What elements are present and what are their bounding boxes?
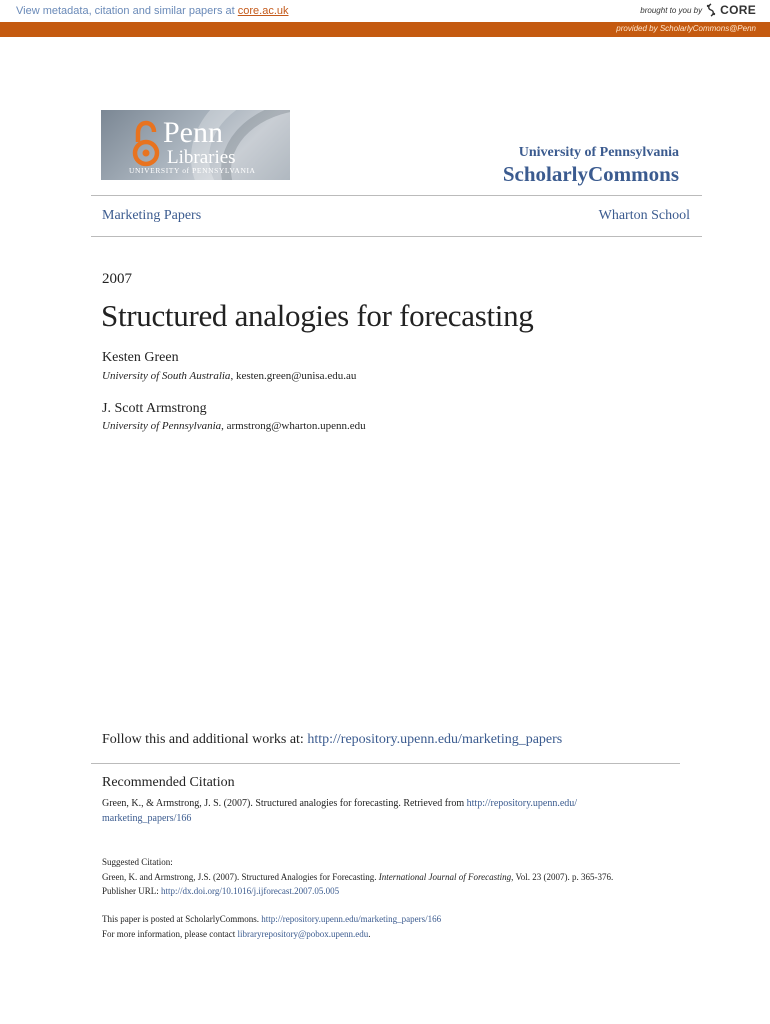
follow-line [102, 732, 562, 748]
core-brand[interactable] [640, 3, 756, 17]
repository-university[interactable]: University of Pennsylvania [518, 145, 679, 160]
divider [91, 763, 680, 764]
core-provider-bar [0, 22, 770, 37]
core-metadata-text: View metadata, citation and similar papers at [16, 5, 235, 17]
core-metadata-notice [16, 5, 289, 17]
brought-by-text: brought to you by [640, 5, 703, 15]
logo-university-text: UNIVERSITY of PENNSYLVANIA [129, 166, 256, 175]
affiliation-institution: University of South Australia [102, 370, 231, 382]
publication-year: 2007 [102, 271, 132, 287]
author-name: J. Scott Armstrong [102, 401, 207, 416]
suggested-citation-volume: , Vol. 23 (2007). p. 365-376. [511, 872, 614, 882]
affiliation-institution: University of Pennsylvania [102, 420, 222, 432]
follow-link[interactable]: http://repository.upenn.edu/marketing_papers [307, 732, 563, 747]
divider [91, 236, 702, 237]
provided-by-text: provided by ScholarlyCommons@Penn [616, 24, 756, 33]
recommended-citation-heading: Recommended Citation [102, 775, 235, 790]
posted-text: This paper is posted at ScholarlyCommons. [102, 914, 259, 924]
posted-line [102, 914, 441, 924]
suggested-citation-text: Green, K. and Armstrong, J.S. (2007). Structured Analogies for Forecasting. [102, 872, 377, 882]
repository-name[interactable]: ScholarlyCommons [502, 162, 679, 186]
publisher-url-line [102, 886, 339, 896]
author-affiliation: University of South Australia, kesten.green@unisa.edu.au [102, 370, 357, 382]
suggested-citation-label: Suggested Citation: [102, 857, 173, 867]
author-email: armstrong@wharton.upenn.edu [226, 420, 366, 432]
author-email: kesten.green@unisa.edu.au [235, 370, 357, 382]
paper-title: Structured analogies for forecasting [101, 298, 534, 333]
collection-link[interactable]: Marketing Papers [102, 208, 202, 223]
contact-text: For more information, please contact [102, 929, 236, 939]
contact-line: For more information, please contact libraryrepository@pobox.upenn.edu. [102, 929, 371, 939]
school-link[interactable]: Wharton School [598, 208, 690, 223]
logo-penn-text: Penn [163, 116, 223, 149]
open-access-lock-icon [131, 120, 161, 168]
posted-link[interactable]: http://repository.upenn.edu/marketing_papers/166 [261, 914, 442, 924]
publisher-url-link[interactable]: http://dx.doi.org/10.1016/j.ijforecast.2007.05.005 [161, 886, 340, 896]
follow-text: Follow this and additional works at: [102, 732, 304, 747]
publisher-url-label: Publisher URL: [102, 886, 159, 896]
core-header [0, 0, 770, 22]
suggested-citation [102, 872, 613, 882]
citation-text: Green, K., & Armstrong, J. S. (2007). Structured analogies for forecasting. Retrieved from [102, 798, 465, 809]
contact-email-link[interactable]: libraryrepository@pobox.upenn.edu [237, 929, 369, 939]
author-name: Kesten Green [102, 350, 179, 365]
recommended-citation [102, 796, 642, 826]
logo-libraries-text: Libraries [167, 147, 236, 168]
core-logo-icon [705, 3, 717, 17]
journal-name: International Journal of Forecasting [378, 872, 512, 882]
author-affiliation: University of Pennsylvania, armstrong@wharton.upenn.edu [102, 420, 366, 432]
citation-link-continued[interactable]: marketing_papers/166 [102, 813, 192, 824]
divider [91, 195, 702, 196]
core-link[interactable]: core.ac.uk [237, 5, 289, 17]
penn-libraries-logo[interactable] [101, 110, 290, 180]
core-logo-label: CORE [720, 3, 756, 17]
citation-link[interactable]: http://repository.upenn.edu/ [466, 798, 578, 809]
